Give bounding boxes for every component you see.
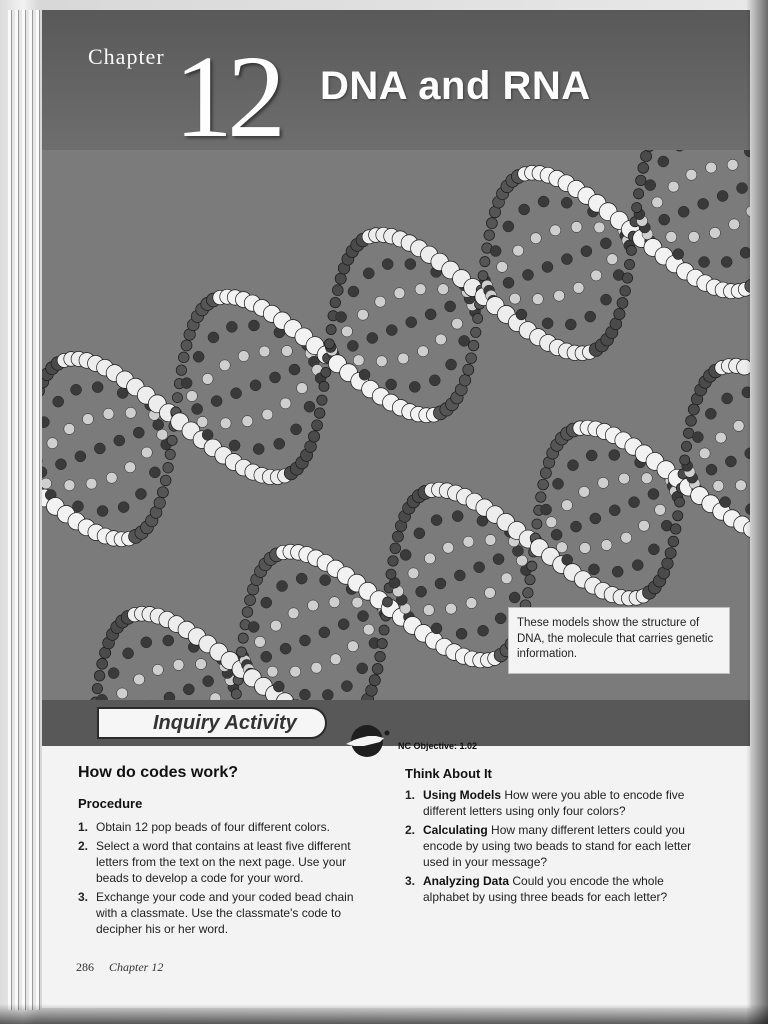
procedure-heading: Procedure xyxy=(78,796,143,811)
nc-objective: NC Objective: 1.02 xyxy=(398,741,478,751)
book-page-edges xyxy=(8,10,40,1010)
scan-bottom-shadow xyxy=(0,1004,768,1024)
think-item: 1. Using Models How were you able to encode five different letters using only four colors? xyxy=(405,788,685,818)
footer-chapter-label: Chapter 12 xyxy=(109,960,164,974)
chapter-title: DNA and RNA xyxy=(320,64,591,108)
inquiry-activity-label: Inquiry Activity xyxy=(153,712,297,734)
activity-content xyxy=(42,741,750,1008)
think-about-it-list xyxy=(405,787,711,908)
think-about-it-heading: Think About It xyxy=(405,766,492,781)
chapter-word: Chapter xyxy=(88,44,165,69)
procedure-step: 3. Exchange your code and your coded bead chain with a classmate. Use the classmate's code to decipher his or her word. xyxy=(78,890,354,936)
procedure-list xyxy=(78,819,360,940)
chapter-title-band xyxy=(42,10,750,162)
photo-caption: These models show the structure of DNA, the molecule that carries genetic information. xyxy=(508,607,730,674)
chapter-number: 12 xyxy=(174,31,280,162)
procedure-step: 2. Select a word that contains at least five different letters from the text on the next page. Use your beads to develop a code for your word. xyxy=(78,839,351,885)
activity-question: How do codes work? xyxy=(78,764,239,781)
north-carolina-icon xyxy=(340,724,394,758)
think-item: 3. Analyzing Data Could you encode the whole alphabet by using three beads for each letter? xyxy=(405,874,668,904)
think-item: 2. Calculating How many different letters could you encode by using two beads to stand for each letter used in your message? xyxy=(405,823,692,869)
book-spine-shadow xyxy=(746,0,768,1024)
procedure-step: 1. Obtain 12 pop beads of four different colors. xyxy=(78,820,330,834)
inquiry-activity-bar xyxy=(42,700,750,746)
page-number: 286 xyxy=(76,960,94,974)
inquiry-activity-tab xyxy=(97,707,327,739)
dna-photo xyxy=(42,10,750,700)
